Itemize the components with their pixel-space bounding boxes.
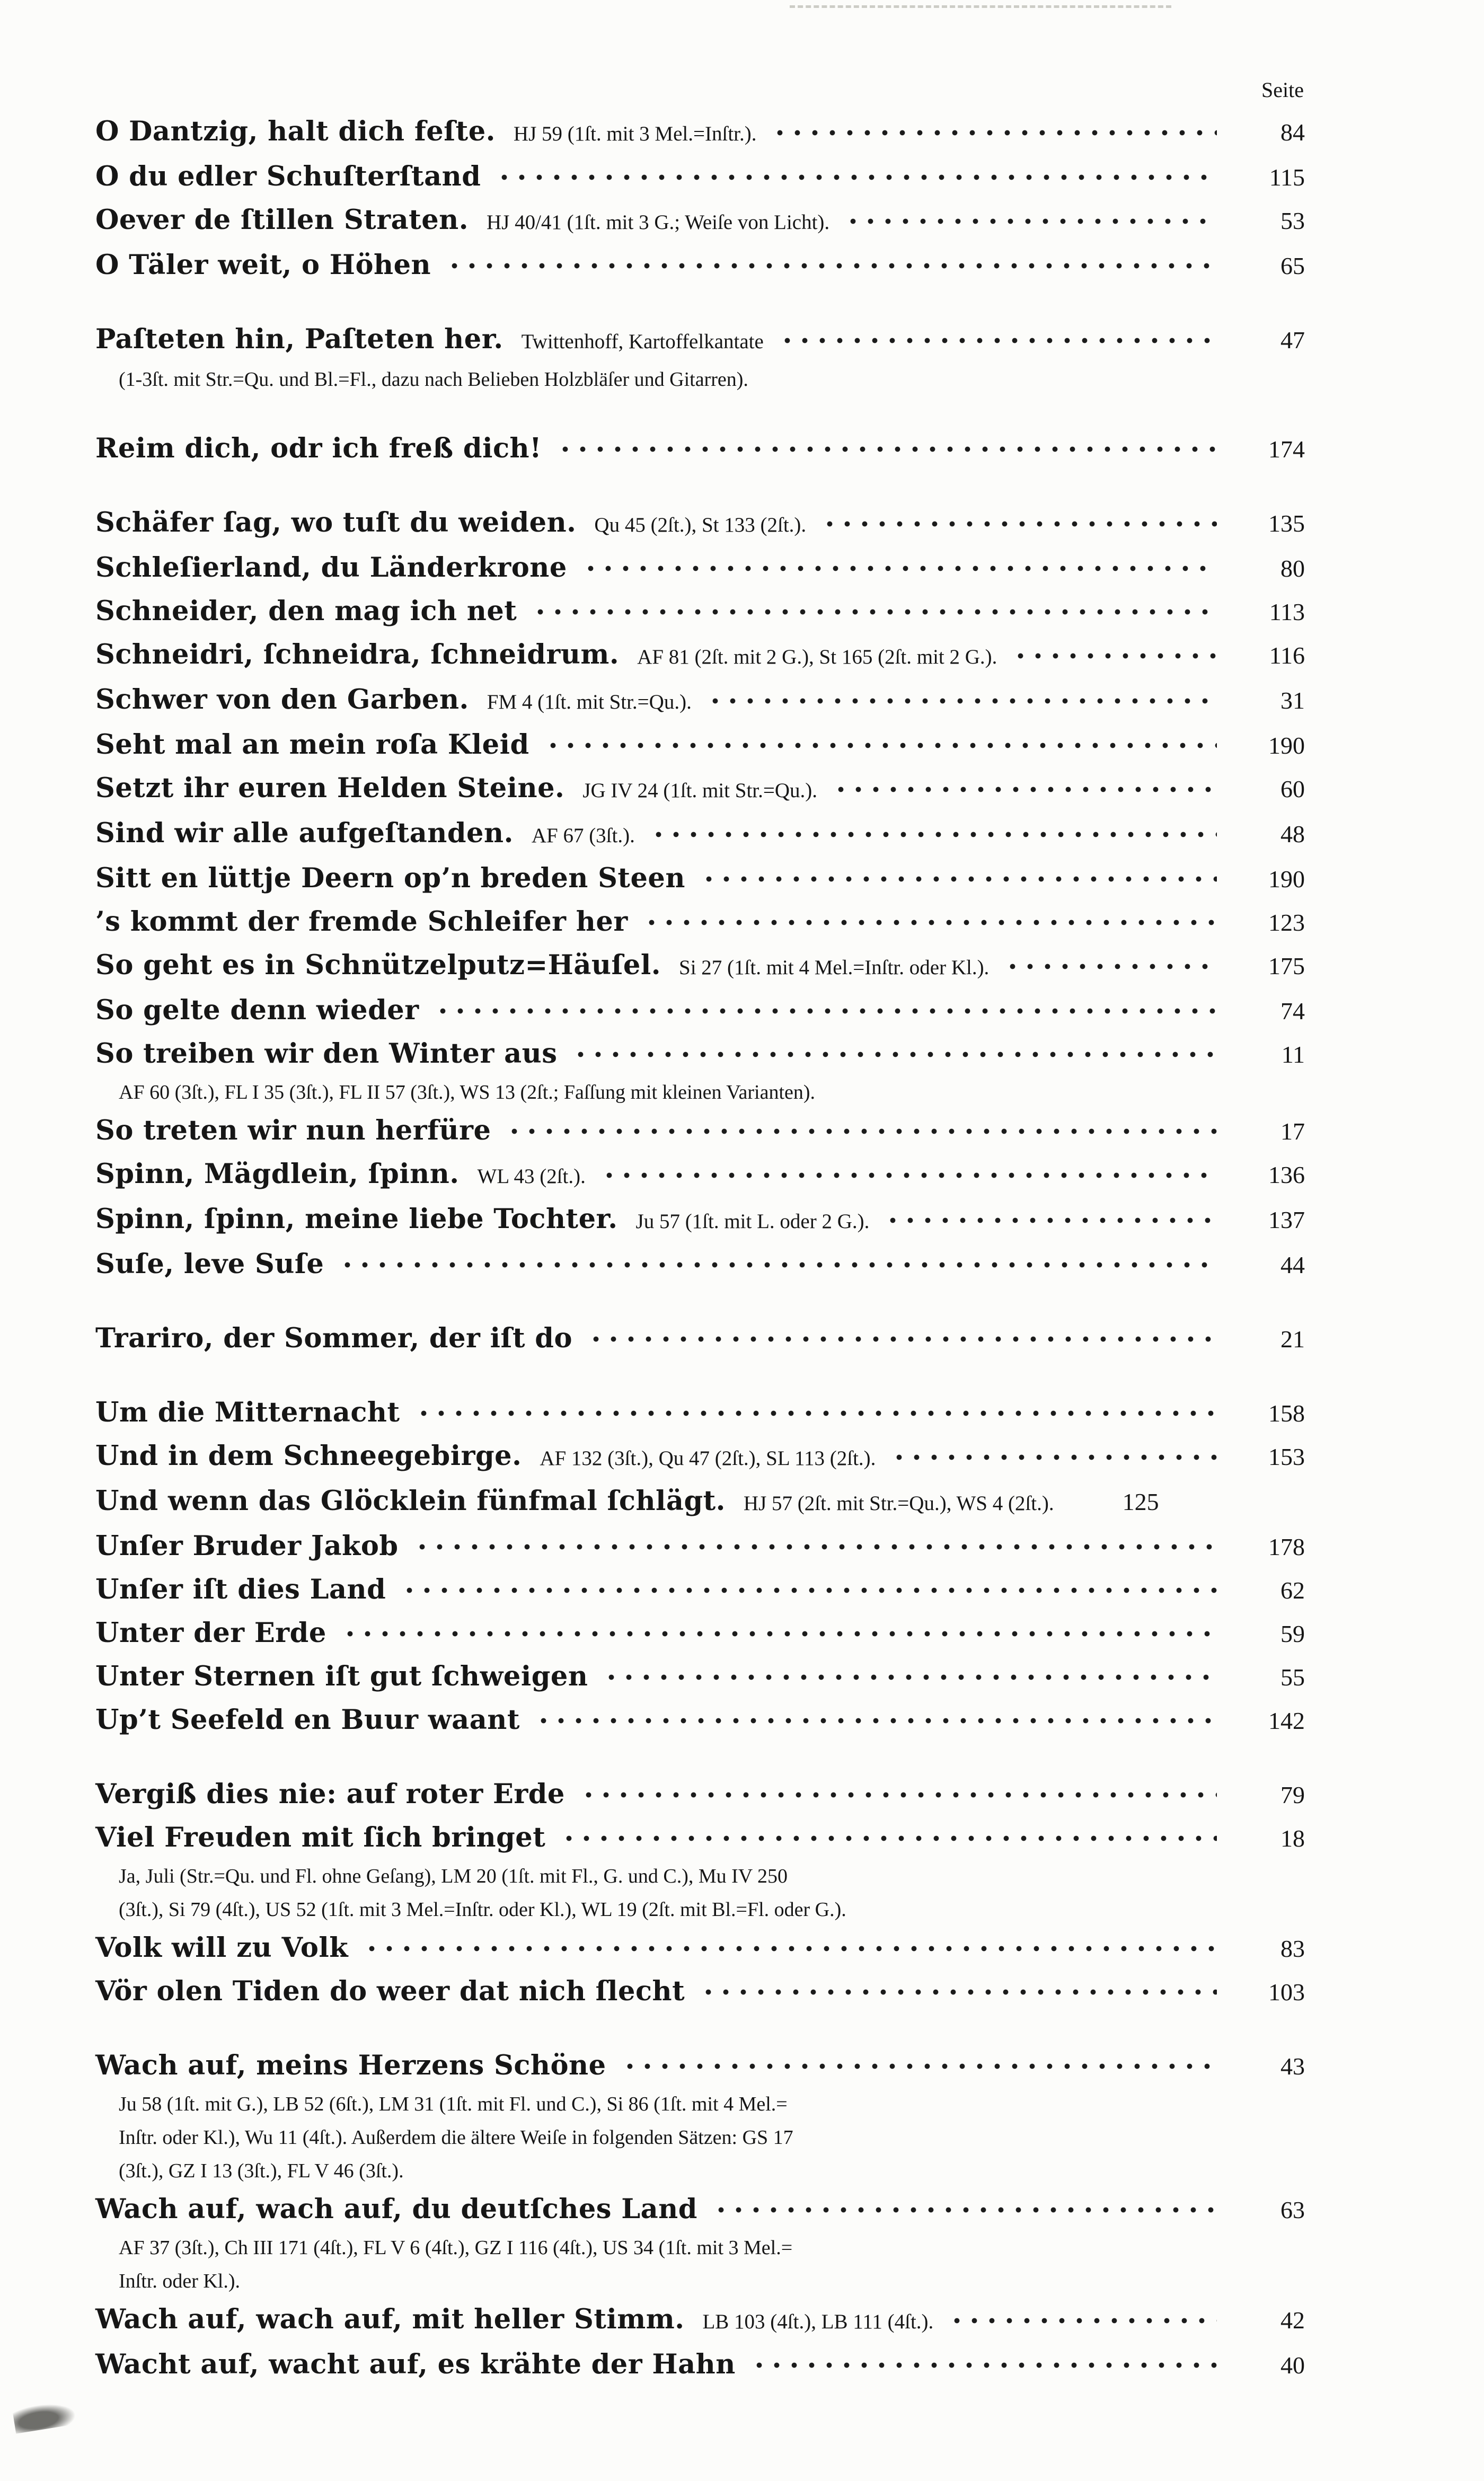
- annotation-text: AF 37 (3ſt.), Ch III 171 (4ſt.), FL V 6 (4ſt.), GZ I 116 (4ſt.), US 34 (1ſt. mit 3 Mel.=: [119, 2237, 793, 2259]
- toc-annotation: [95, 1860, 1305, 1893]
- source-ref: HJ 57 (2ſt. mit Str.=Qu.), WS 4 (2ſt.).: [743, 1492, 1054, 1515]
- toc-section: [95, 110, 1305, 287]
- song-title: Volk will zu Volk: [95, 1932, 349, 1964]
- toc-entry: [95, 2188, 1305, 2231]
- dot-leader: [841, 218, 1217, 225]
- dot-leader: [818, 520, 1217, 527]
- toc-entry: [95, 1612, 1305, 1655]
- toc-section: [95, 501, 1305, 1286]
- dot-leader: [747, 2362, 1217, 2369]
- page-number: 43: [1280, 2053, 1305, 2080]
- song-title: Up’t Seefeld en Buur waant: [95, 1704, 520, 1736]
- dot-leader: [647, 831, 1217, 838]
- source-ref: HJ 59 (1ſt. mit 3 Mel.=Inſtr.).: [513, 122, 757, 145]
- toc-entry: [95, 1198, 1305, 1243]
- dot-leader: [1001, 963, 1217, 970]
- dot-leader: [640, 919, 1217, 926]
- song-title: Vör olen Tiden do weer dat nich ſlecht: [95, 1975, 685, 2007]
- dot-leader: [410, 1543, 1217, 1550]
- song-title: Seht mal an mein roſa Kleid: [95, 729, 529, 761]
- toc-entry: [95, 633, 1305, 678]
- page-number: 175: [1268, 952, 1305, 979]
- dot-leader: [584, 1336, 1217, 1343]
- song-title: Trariro, der Sommer, der iſt do: [95, 1322, 572, 1354]
- dot-leader: [569, 1051, 1217, 1058]
- toc-annotation: [95, 2265, 1305, 2298]
- dot-leader: [532, 1717, 1217, 1724]
- toc-entry: [95, 767, 1305, 812]
- toc-entry: [95, 1317, 1305, 1361]
- source-ref: Si 27 (1ſt. mit 4 Mel.=Inſtr. oder Kl.).: [679, 956, 990, 979]
- song-title: Spinn, Mägdlein, ſpinn.: [95, 1158, 460, 1190]
- page-number: 103: [1268, 1979, 1305, 2006]
- page-number: 190: [1268, 732, 1305, 759]
- dot-leader: [398, 1587, 1217, 1594]
- page-number: 136: [1268, 1161, 1305, 1188]
- source-ref: Ju 57 (1ſt. mit L. oder 2 G.).: [635, 1210, 870, 1233]
- toc-annotation: [95, 1893, 1305, 1927]
- annotation-text: (1-3ſt. mit Str.=Qu. und Bl.=Fl., dazu nach Belieben Holzbläſer und Gitarren).: [119, 368, 748, 391]
- dot-leader: [431, 1008, 1217, 1014]
- toc-entry: [95, 1109, 1305, 1153]
- annotation-text: Inſtr. oder Kl.), Wu 11 (4ſt.). Außerdem die ältere Weiſe in folgenden Sätzen: GS 17: [119, 2126, 793, 2149]
- page-number: 62: [1280, 1577, 1305, 1604]
- song-title: Unſer Bruder Jakob: [95, 1530, 399, 1562]
- toc-annotation: [95, 2231, 1305, 2265]
- dot-leader: [709, 2206, 1217, 2213]
- song-title: O Täler weit, o Höhen: [95, 249, 431, 281]
- toc-annotation: [95, 2121, 1305, 2155]
- dot-leader: [775, 337, 1217, 344]
- page-number: 44: [1280, 1251, 1305, 1278]
- song-title: Und in dem Schneegebirge.: [95, 1440, 522, 1472]
- dot-leader: [829, 786, 1217, 793]
- toc-section: [95, 1317, 1305, 1361]
- page-number: 31: [1280, 687, 1305, 714]
- toc-entry: [95, 1153, 1305, 1198]
- page-number: 84: [1280, 119, 1305, 146]
- toc-entry: [95, 155, 1305, 199]
- page-number: 53: [1280, 207, 1305, 234]
- page-number: 83: [1280, 1935, 1305, 1962]
- page-number: 59: [1280, 1620, 1305, 1647]
- dot-leader: [335, 1261, 1217, 1268]
- dot-leader: [541, 742, 1217, 749]
- dot-leader: [443, 262, 1217, 269]
- dot-leader: [360, 1945, 1217, 1952]
- toc-entry: [95, 318, 1305, 363]
- song-title: Wach auf, meins Herzens Schöne: [95, 2050, 606, 2081]
- page-number: 125: [1122, 1488, 1159, 1515]
- toc-section: [95, 318, 1305, 396]
- song-title: Unter Sternen iſt gut ſchweigen: [95, 1661, 588, 1692]
- toc-annotation: [95, 1076, 1305, 1109]
- page-number: 60: [1280, 775, 1305, 802]
- source-ref: AF 132 (3ſt.), Qu 47 (2ſt.), SL 113 (2ſt.).: [540, 1447, 876, 1470]
- page-number: 79: [1280, 1781, 1305, 1808]
- song-title: Vergiß dies nie: auf roter Erde: [95, 1778, 565, 1810]
- song-title: Um die Mitternacht: [95, 1397, 400, 1428]
- song-title: So gelte denn wieder: [95, 994, 419, 1026]
- song-title: O du edler Schuſterſtand: [95, 161, 481, 192]
- page-number: 190: [1268, 866, 1305, 893]
- page-column-header: Seite: [1261, 78, 1304, 102]
- page-number: 42: [1280, 2307, 1305, 2334]
- song-title: Sitt en lüttje Deern op’n breden Steen: [95, 862, 685, 894]
- song-title: Paſteten hin, Paſteten her.: [95, 323, 504, 355]
- song-title: Wacht auf, wacht auf, es krähte der Hahn: [95, 2348, 736, 2380]
- dot-leader: [597, 1172, 1217, 1179]
- toc-entry: [95, 857, 1305, 900]
- toc-entry: [95, 1970, 1305, 2014]
- song-title: Reim dich, odr ich freß dich!: [95, 432, 542, 464]
- page-number: 47: [1280, 326, 1305, 354]
- toc-entry: [95, 199, 1305, 244]
- dot-leader: [502, 1128, 1217, 1135]
- dot-leader: [768, 129, 1217, 136]
- page-number: 153: [1268, 1443, 1305, 1470]
- song-title: Wach auf, wach auf, du deutſches Land: [95, 2193, 697, 2225]
- source-ref: Twittenhoff, Kartoffelkantate: [521, 330, 764, 353]
- annotation-text: (3ſt.), Si 79 (4ſt.), US 52 (1ſt. mit 3 Mel.=Inſtr. oder Kl.), WL 19 (2ſt. mit Bl.=Fl. oder G.).: [119, 1899, 846, 1921]
- toc-entry: [95, 110, 1305, 155]
- dot-leader: [887, 1454, 1217, 1461]
- page-number: 11: [1281, 1041, 1305, 1068]
- source-ref: AF 81 (2ſt. mit 2 G.), St 165 (2ſt. mit 2 G.).: [637, 646, 997, 668]
- song-title: Oever de ſtillen Straten.: [95, 204, 469, 236]
- song-title: Setzt ihr euren Helden Steine.: [95, 772, 565, 804]
- song-title: So treten wir nun herfüre: [95, 1115, 491, 1146]
- dot-leader: [412, 1410, 1217, 1417]
- toc-section: [95, 1391, 1305, 1742]
- toc-entry: [95, 944, 1305, 989]
- toc-entry: [95, 2343, 1305, 2387]
- page-number: 17: [1280, 1118, 1305, 1145]
- song-title: Schleſierland, du Länderkrone: [95, 552, 567, 584]
- page-number: 142: [1268, 1707, 1305, 1734]
- dot-leader: [1066, 1499, 1071, 1506]
- page-number: 55: [1280, 1664, 1305, 1691]
- page-number: 174: [1268, 436, 1305, 463]
- source-ref: Qu 45 (2ſt.), St 133 (2ſt.).: [594, 514, 807, 536]
- page-number: 135: [1268, 510, 1305, 537]
- toc-annotation: [95, 2155, 1305, 2188]
- toc-entry: [95, 989, 1305, 1032]
- toc-entry: [95, 427, 1305, 471]
- toc-list: [95, 110, 1305, 2387]
- annotation-text: (3ſt.), GZ I 13 (3ſt.), FL V 46 (3ſt.).: [119, 2160, 404, 2182]
- toc-entry: [95, 1927, 1305, 1970]
- toc-entry: [95, 1391, 1305, 1435]
- page-number: 137: [1268, 1206, 1305, 1233]
- song-title: Spinn, ſpinn, meine liebe Tochter.: [95, 1203, 618, 1235]
- toc-entry: [95, 1699, 1305, 1742]
- page-number: 178: [1268, 1533, 1305, 1560]
- toc-entry: [95, 1032, 1305, 1076]
- page-number: 115: [1269, 164, 1305, 191]
- page-number: 113: [1269, 598, 1305, 625]
- source-ref: HJ 40/41 (1ſt. mit 3 G.; Weiſe von Licht).: [487, 211, 830, 234]
- toc-entry: [95, 1773, 1305, 1816]
- toc-section: [95, 2044, 1305, 2387]
- annotation-text: Inſtr. oder Kl.).: [119, 2270, 241, 2292]
- page-number: 63: [1280, 2196, 1305, 2223]
- toc-annotation: [95, 2088, 1305, 2121]
- toc-entry: [95, 546, 1305, 590]
- toc-entry: [95, 1655, 1305, 1699]
- dot-leader: [557, 1835, 1217, 1842]
- annotation-text: Ju 58 (1ſt. mit G.), LB 52 (6ſt.), LM 31 (1ſt. mit Fl. und C.), Si 86 (1ſt. mit 4 Mel.=: [119, 2093, 788, 2115]
- toc-entry: [95, 1568, 1305, 1612]
- song-title: So treiben wir den Winter aus: [95, 1038, 558, 1070]
- toc-section: [95, 1773, 1305, 2014]
- page-number: 18: [1280, 1825, 1305, 1852]
- toc-section: [95, 427, 1305, 471]
- page-number: 116: [1269, 642, 1305, 669]
- source-ref: WL 43 (2ſt.).: [477, 1165, 586, 1188]
- toc-entry: [95, 1243, 1305, 1286]
- song-title: So geht es in Schnützelputz=Häuſel.: [95, 949, 661, 981]
- dot-leader: [577, 1791, 1217, 1798]
- dot-leader: [703, 697, 1217, 704]
- source-ref: JG IV 24 (1ſt. mit Str.=Qu.).: [582, 779, 818, 802]
- toc-entry: [95, 2298, 1305, 2343]
- toc-entry: [95, 678, 1305, 723]
- dot-leader: [338, 1630, 1217, 1637]
- toc-entry: [95, 501, 1305, 546]
- toc-entry: [95, 1435, 1305, 1480]
- dot-leader: [579, 565, 1217, 572]
- toc-entry: [95, 1816, 1305, 1860]
- toc-entry: [95, 1525, 1305, 1568]
- dot-leader: [618, 2063, 1217, 2070]
- song-title: Unter der Erde: [95, 1617, 326, 1649]
- source-ref: AF 67 (3ſt.).: [531, 824, 635, 847]
- source-ref: FM 4 (1ſt. mit Str.=Qu.).: [487, 691, 692, 713]
- page-number: 21: [1280, 1326, 1305, 1353]
- page-number: 74: [1280, 997, 1305, 1025]
- toc-entry: [95, 2044, 1305, 2088]
- song-title: Schäfer ſag, wo tuſt du weiden.: [95, 507, 577, 538]
- page-number: 65: [1280, 252, 1305, 279]
- song-title: Schneidri, ſchneidra, ſchneidrum.: [95, 639, 620, 670]
- page-number: 158: [1268, 1400, 1305, 1427]
- toc-annotation: [95, 363, 1305, 396]
- toc-entry: [95, 812, 1305, 857]
- page-number: 48: [1280, 820, 1305, 847]
- page-number: 123: [1268, 909, 1305, 936]
- song-title: Und wenn das Glöcklein fünfmal ſchlägt.: [95, 1485, 726, 1517]
- song-title: Wach auf, wach auf, mit heller Stimm.: [95, 2303, 685, 2335]
- toc-entry: [95, 244, 1305, 287]
- page-number: 80: [1280, 555, 1305, 582]
- toc-entry: [95, 1480, 1305, 1525]
- song-title: Sind wir alle aufgeſtanden.: [95, 817, 514, 849]
- annotation-text: AF 60 (3ſt.), FL I 35 (3ſt.), FL II 57 (3ſt.), WS 13 (2ſt.; Faſſung mit kleinen Varianten).: [119, 1081, 816, 1103]
- dot-leader: [528, 608, 1217, 615]
- song-title: Suſe, leve Suſe: [95, 1248, 324, 1280]
- song-title: Schwer von den Garben.: [95, 684, 469, 716]
- source-ref: LB 103 (4ſt.), LB 111 (4ſt.).: [702, 2310, 934, 2333]
- song-title: ’s kommt der fremde Schleifer her: [95, 906, 628, 938]
- toc-entry: [95, 900, 1305, 944]
- page-number: 40: [1280, 2352, 1305, 2379]
- dot-leader: [696, 1989, 1217, 1996]
- song-title: Viel Freuden mit ſich bringet: [95, 1822, 546, 1853]
- dot-leader: [697, 876, 1217, 882]
- scan-artifact-top: [790, 5, 1171, 8]
- dot-leader: [881, 1217, 1217, 1224]
- song-title: O Dantzig, halt dich feſte.: [95, 116, 496, 147]
- song-title: Unſer iſt dies Land: [95, 1574, 386, 1605]
- dot-leader: [599, 1674, 1217, 1681]
- dot-leader: [1009, 652, 1217, 659]
- toc-entry: [95, 723, 1305, 767]
- annotation-text: Ja, Juli (Str.=Qu. und Fl. ohne Geſang), LM 20 (1ſt. mit Fl., G. und C.), Mu IV 250: [119, 1865, 788, 1887]
- toc-entry: [95, 590, 1305, 633]
- dot-leader: [945, 2317, 1217, 2324]
- dot-leader: [553, 446, 1217, 453]
- dot-leader: [492, 174, 1217, 181]
- song-title: Schneider, den mag ich net: [95, 595, 517, 627]
